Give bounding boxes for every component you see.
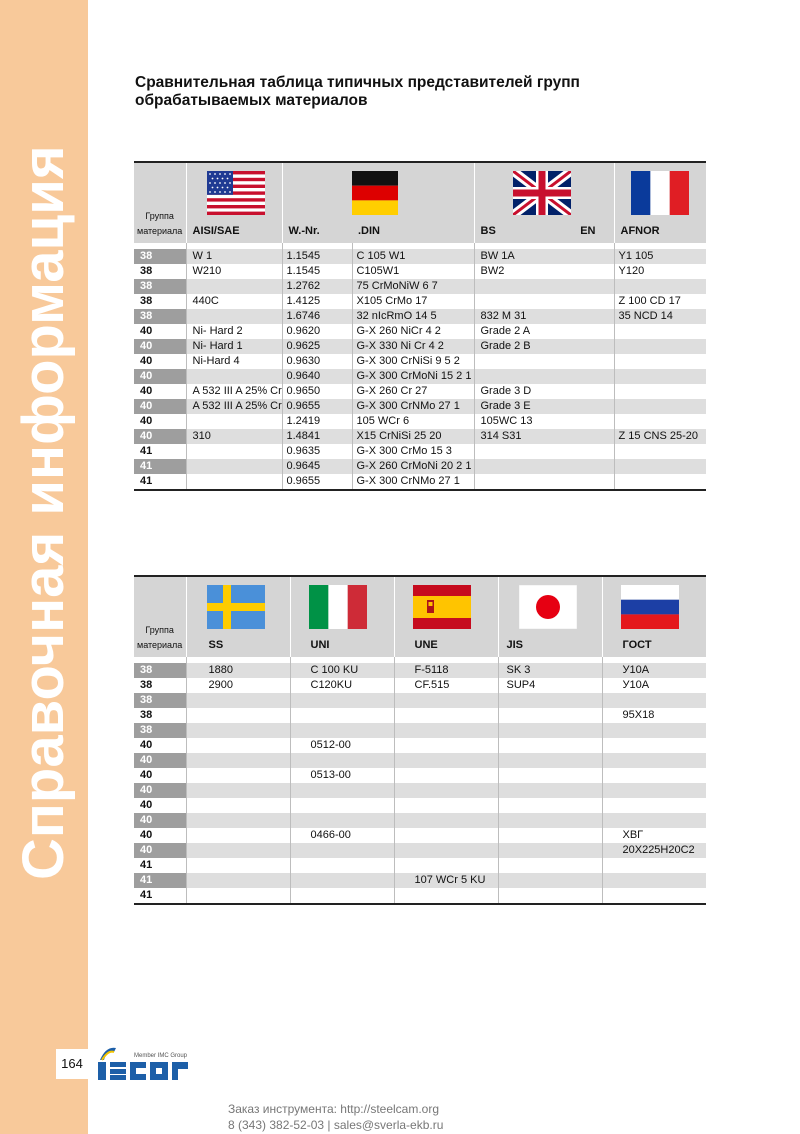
din-cell: G-X 300 CrNMo 27 1 (352, 399, 474, 414)
bs-cell (474, 354, 614, 369)
table-row (134, 459, 706, 474)
wnr-cell: 1.2419 (282, 414, 352, 429)
din-cell: G-X 300 CrMo 15 3 (352, 444, 474, 459)
afnor-cell: Z 15 CNS 25-20 (614, 429, 706, 444)
title-line-1: Сравнительная таблица типичных представителей групп (135, 74, 580, 91)
une-cell (394, 783, 498, 798)
une-cell (394, 858, 498, 873)
une-cell (394, 753, 498, 768)
jis-label: JIS (506, 639, 524, 651)
afnor-cell (614, 384, 706, 399)
table-row (134, 414, 706, 429)
wnr-cell: 1.1545 (282, 264, 352, 279)
gost-cell: У10А (602, 663, 706, 678)
gost-cell (602, 858, 706, 873)
table-row (134, 738, 706, 753)
material-group-cell: 41 (134, 873, 186, 888)
uni-cell (290, 813, 394, 828)
material-group-cell: 40 (134, 414, 186, 429)
afnor-cell: 35 NCD 14 (614, 309, 706, 324)
material-group-cell: 40 (134, 354, 186, 369)
une-cell (394, 813, 498, 828)
aisi-cell: Ni- Hard 1 (186, 339, 282, 354)
bs-cell: BW2 (474, 264, 614, 279)
material-group-cell: 41 (134, 459, 186, 474)
table-row (134, 663, 706, 678)
une-cell (394, 768, 498, 783)
gost-cell (602, 753, 706, 768)
une-cell (394, 798, 498, 813)
table-row (134, 279, 706, 294)
table-row (134, 384, 706, 399)
une-cell (394, 738, 498, 753)
ss-cell (186, 858, 290, 873)
material-group-cell: 40 (134, 429, 186, 444)
bs-cell: 314 S31 (474, 429, 614, 444)
wnr-cell: 1.1545 (282, 249, 352, 264)
gost-cell (602, 768, 706, 783)
table-row (134, 294, 706, 309)
gost-cell: 95Х18 (602, 708, 706, 723)
group-header-2 (134, 576, 186, 657)
table-row (134, 843, 706, 858)
wnr-header (282, 162, 352, 243)
gost-cell (602, 798, 706, 813)
une-cell (394, 888, 498, 904)
germany-flag-icon (352, 171, 398, 215)
table-row (134, 858, 706, 873)
bs-cell: BW 1A (474, 249, 614, 264)
uni-cell (290, 723, 394, 738)
table-row (134, 873, 706, 888)
bs-cell: Grade 3 D (474, 384, 614, 399)
wnr-cell: 1.4841 (282, 429, 352, 444)
material-group-cell: 38 (134, 264, 186, 279)
table-row (134, 474, 706, 490)
bs-label: BS (480, 225, 496, 237)
afnor-cell (614, 369, 706, 384)
ss-cell (186, 828, 290, 843)
spain-flag-icon (413, 585, 471, 629)
sweden-flag-icon (207, 585, 265, 629)
table-row (134, 723, 706, 738)
une-cell (394, 708, 498, 723)
table-row (134, 768, 706, 783)
table-row (134, 264, 706, 279)
ss-cell (186, 708, 290, 723)
gost-cell (602, 813, 706, 828)
aisi-cell: A 532 III A 25% Cr (186, 384, 282, 399)
uni-cell (290, 798, 394, 813)
uni-cell: 0466-00 (290, 828, 394, 843)
din-cell: G-X 260 CrMoNi 20 2 1 (352, 459, 474, 474)
din-cell: G-X 260 NiCr 4 2 (352, 324, 474, 339)
material-group-cell: 40 (134, 738, 186, 753)
une-cell: F-5118 (394, 663, 498, 678)
vertical-section-title: Справочная информация (11, 145, 76, 880)
material-group-cell: 38 (134, 309, 186, 324)
gost-cell (602, 738, 706, 753)
table-row (134, 783, 706, 798)
material-group-cell: 41 (134, 474, 186, 490)
bs-cell: Grade 2 B (474, 339, 614, 354)
table-row (134, 708, 706, 723)
group-label-line-1: Группа (145, 625, 174, 635)
gost-cell: 20Х225Н20С2 (602, 843, 706, 858)
ss-cell (186, 843, 290, 858)
table-row (134, 753, 706, 768)
uni-cell (290, 693, 394, 708)
afnor-cell (614, 474, 706, 490)
ss-cell: 1880 (186, 663, 290, 678)
jis-cell (498, 798, 602, 813)
aisi-cell: W 1 (186, 249, 282, 264)
din-cell: G-X 330 Ni Cr 4 2 (352, 339, 474, 354)
wnr-cell: 0.9640 (282, 369, 352, 384)
gost-header (602, 576, 706, 657)
jis-cell (498, 813, 602, 828)
material-group-cell: 38 (134, 723, 186, 738)
bs-cell (474, 369, 614, 384)
en-label: EN (580, 225, 596, 237)
material-group-cell: 38 (134, 663, 186, 678)
material-group-cell: 40 (134, 324, 186, 339)
table-row (134, 249, 706, 264)
uni-cell (290, 888, 394, 904)
ss-cell (186, 873, 290, 888)
din-cell: X15 CrNiSi 25 20 (352, 429, 474, 444)
gost-cell (602, 888, 706, 904)
aisi-label: AISI/SAE (192, 225, 240, 237)
din-cell: 105 WCr 6 (352, 414, 474, 429)
group-label-line-2: материала (137, 640, 183, 650)
table-row (134, 369, 706, 384)
material-group-cell: 40 (134, 399, 186, 414)
din-cell: G-X 300 CrNiSi 9 5 2 (352, 354, 474, 369)
usa-flag-icon (207, 171, 265, 215)
aisi-cell: W210 (186, 264, 282, 279)
jis-cell (498, 858, 602, 873)
afnor-cell: Z 100 CD 17 (614, 294, 706, 309)
material-group-cell: 38 (134, 708, 186, 723)
wnr-cell: 0.9625 (282, 339, 352, 354)
aisi-cell (186, 369, 282, 384)
wnr-cell: 0.9635 (282, 444, 352, 459)
material-group-cell: 41 (134, 444, 186, 459)
material-group-cell: 40 (134, 384, 186, 399)
uni-header (290, 576, 394, 657)
table-row (134, 888, 706, 904)
material-group-cell: 38 (134, 294, 186, 309)
uni-cell: 0512-00 (290, 738, 394, 753)
contact-line: 8 (343) 382-52-03 | sales@sverla-ekb.ru (228, 1118, 444, 1132)
gost-cell (602, 723, 706, 738)
afnor-cell (614, 354, 706, 369)
table-row (134, 444, 706, 459)
aisi-cell (186, 414, 282, 429)
din-cell: G-X 260 Cr 27 (352, 384, 474, 399)
gost-cell (602, 783, 706, 798)
afnor-cell: Y120 (614, 264, 706, 279)
afnor-cell (614, 444, 706, 459)
material-group-cell: 38 (134, 693, 186, 708)
title-line-2: обрабатываемых материалов (135, 92, 368, 109)
uni-label: UNI (310, 639, 330, 651)
bs-en-header (474, 162, 614, 243)
wnr-cell: 0.9645 (282, 459, 352, 474)
din-label: .DIN (358, 225, 380, 237)
material-group-cell: 38 (134, 678, 186, 693)
jis-cell (498, 693, 602, 708)
wnr-cell: 1.2762 (282, 279, 352, 294)
wnr-cell: 0.9630 (282, 354, 352, 369)
japan-flag-icon (519, 585, 577, 629)
table-row (134, 429, 706, 444)
une-cell (394, 723, 498, 738)
jis-cell (498, 888, 602, 904)
din-cell: 75 CrMoNiW 6 7 (352, 279, 474, 294)
uk-flag-icon (513, 171, 571, 215)
wnr-cell: 0.9620 (282, 324, 352, 339)
aisi-cell: 440C (186, 294, 282, 309)
ss-cell (186, 783, 290, 798)
din-cell: C 105 W1 (352, 249, 474, 264)
table-row (134, 813, 706, 828)
une-label: UNE (414, 639, 438, 651)
din-cell: G-X 300 CrNMo 27 1 (352, 474, 474, 490)
material-group-cell: 40 (134, 783, 186, 798)
material-group-cell: 38 (134, 249, 186, 264)
ss-cell (186, 753, 290, 768)
afnor-cell (614, 324, 706, 339)
table-row (134, 324, 706, 339)
materials-table-1 (134, 161, 706, 491)
bs-cell: 832 M 31 (474, 309, 614, 324)
ss-label: SS (208, 639, 224, 651)
material-group-cell: 40 (134, 369, 186, 384)
une-cell (394, 828, 498, 843)
aisi-cell: Ni- Hard 2 (186, 324, 282, 339)
table-row (134, 354, 706, 369)
din-cell: C105W1 (352, 264, 474, 279)
group-label-line-2: материала (137, 226, 183, 236)
jis-cell (498, 753, 602, 768)
aisi-cell (186, 459, 282, 474)
iscar-logo (96, 1044, 192, 1084)
jis-cell: SK 3 (498, 663, 602, 678)
gost-cell: ХВГ (602, 828, 706, 843)
ss-cell (186, 738, 290, 753)
afnor-cell (614, 459, 706, 474)
table-row (134, 798, 706, 813)
ss-cell: 2900 (186, 678, 290, 693)
wnr-cell: 0.9655 (282, 399, 352, 414)
afnor-cell (614, 414, 706, 429)
material-group-cell: 41 (134, 858, 186, 873)
order-line: Заказ инструмента: http://steelcam.org (228, 1102, 440, 1116)
jis-cell: SUP4 (498, 678, 602, 693)
uni-cell: C 100 KU (290, 663, 394, 678)
aisi-cell (186, 309, 282, 324)
aisi-header (186, 162, 282, 243)
din-cell: 32 nIcRmO 14 5 (352, 309, 474, 324)
une-cell: CF.515 (394, 678, 498, 693)
wnr-cell: 0.9650 (282, 384, 352, 399)
wnr-cell: 1.6746 (282, 309, 352, 324)
jis-cell (498, 738, 602, 753)
material-group-cell: 40 (134, 798, 186, 813)
aisi-cell (186, 474, 282, 490)
material-group-cell: 40 (134, 828, 186, 843)
bs-cell (474, 459, 614, 474)
uni-cell (290, 858, 394, 873)
material-group-cell: 40 (134, 813, 186, 828)
une-cell (394, 693, 498, 708)
bs-cell (474, 444, 614, 459)
bs-cell (474, 294, 614, 309)
table-row (134, 339, 706, 354)
france-flag-icon (631, 171, 689, 215)
din-header (352, 162, 474, 243)
gost-cell (602, 873, 706, 888)
svg-text:Member IMC Group: Member IMC Group (134, 1053, 188, 1059)
uni-cell: C120KU (290, 678, 394, 693)
uni-cell (290, 873, 394, 888)
jis-cell (498, 873, 602, 888)
gost-cell (602, 693, 706, 708)
bs-cell: 105WC 13 (474, 414, 614, 429)
group-label-line-1: Группа (145, 211, 174, 221)
ss-cell (186, 693, 290, 708)
material-group-cell: 38 (134, 279, 186, 294)
aisi-cell: Ni-Hard 4 (186, 354, 282, 369)
afnor-cell (614, 339, 706, 354)
material-group-cell: 41 (134, 888, 186, 904)
une-header (394, 576, 498, 657)
uni-cell (290, 708, 394, 723)
jis-cell (498, 843, 602, 858)
table-2-header (134, 576, 706, 657)
uni-cell (290, 843, 394, 858)
document-title (135, 74, 580, 110)
italy-flag-icon (309, 585, 367, 629)
din-cell: G-X 300 CrMoNi 15 2 1 (352, 369, 474, 384)
group-header (134, 162, 186, 243)
ss-cell (186, 768, 290, 783)
afnor-cell (614, 399, 706, 414)
uni-cell: 0513-00 (290, 768, 394, 783)
materials-table-2 (134, 575, 706, 905)
page-number: 164 (56, 1049, 88, 1079)
ss-cell (186, 798, 290, 813)
material-group-cell: 40 (134, 768, 186, 783)
uni-cell (290, 783, 394, 798)
afnor-label: AFNOR (620, 225, 660, 237)
bs-cell: Grade 2 A (474, 324, 614, 339)
table-row (134, 399, 706, 414)
table-row (134, 693, 706, 708)
table-row (134, 828, 706, 843)
afnor-cell: Y1 105 (614, 249, 706, 264)
russia-flag-icon (621, 585, 679, 629)
jis-cell (498, 768, 602, 783)
jis-cell (498, 828, 602, 843)
aisi-cell: A 532 III A 25% Cr (186, 399, 282, 414)
material-group-cell: 40 (134, 843, 186, 858)
gost-label: ГОСТ (622, 639, 652, 651)
aisi-cell (186, 279, 282, 294)
afnor-header (614, 162, 706, 243)
footer (228, 1101, 443, 1133)
table-1-header (134, 162, 706, 243)
aisi-cell (186, 444, 282, 459)
jis-cell (498, 708, 602, 723)
din-cell: X105 CrMo 17 (352, 294, 474, 309)
bs-cell (474, 279, 614, 294)
ss-cell (186, 888, 290, 904)
wnr-cell: 1.4125 (282, 294, 352, 309)
ss-cell (186, 723, 290, 738)
ss-header (186, 576, 290, 657)
ss-cell (186, 813, 290, 828)
wnr-cell: 0.9655 (282, 474, 352, 490)
table-row (134, 309, 706, 324)
jis-cell (498, 723, 602, 738)
gost-cell: У10А (602, 678, 706, 693)
une-cell: 107 WCr 5 KU (394, 873, 498, 888)
jis-header (498, 576, 602, 657)
material-group-cell: 40 (134, 753, 186, 768)
material-group-cell: 40 (134, 339, 186, 354)
wnr-label: W.-Nr. (288, 225, 320, 237)
afnor-cell (614, 279, 706, 294)
table-row (134, 678, 706, 693)
uni-cell (290, 753, 394, 768)
jis-cell (498, 783, 602, 798)
une-cell (394, 843, 498, 858)
aisi-cell: 310 (186, 429, 282, 444)
bs-cell (474, 474, 614, 490)
bs-cell: Grade 3 E (474, 399, 614, 414)
